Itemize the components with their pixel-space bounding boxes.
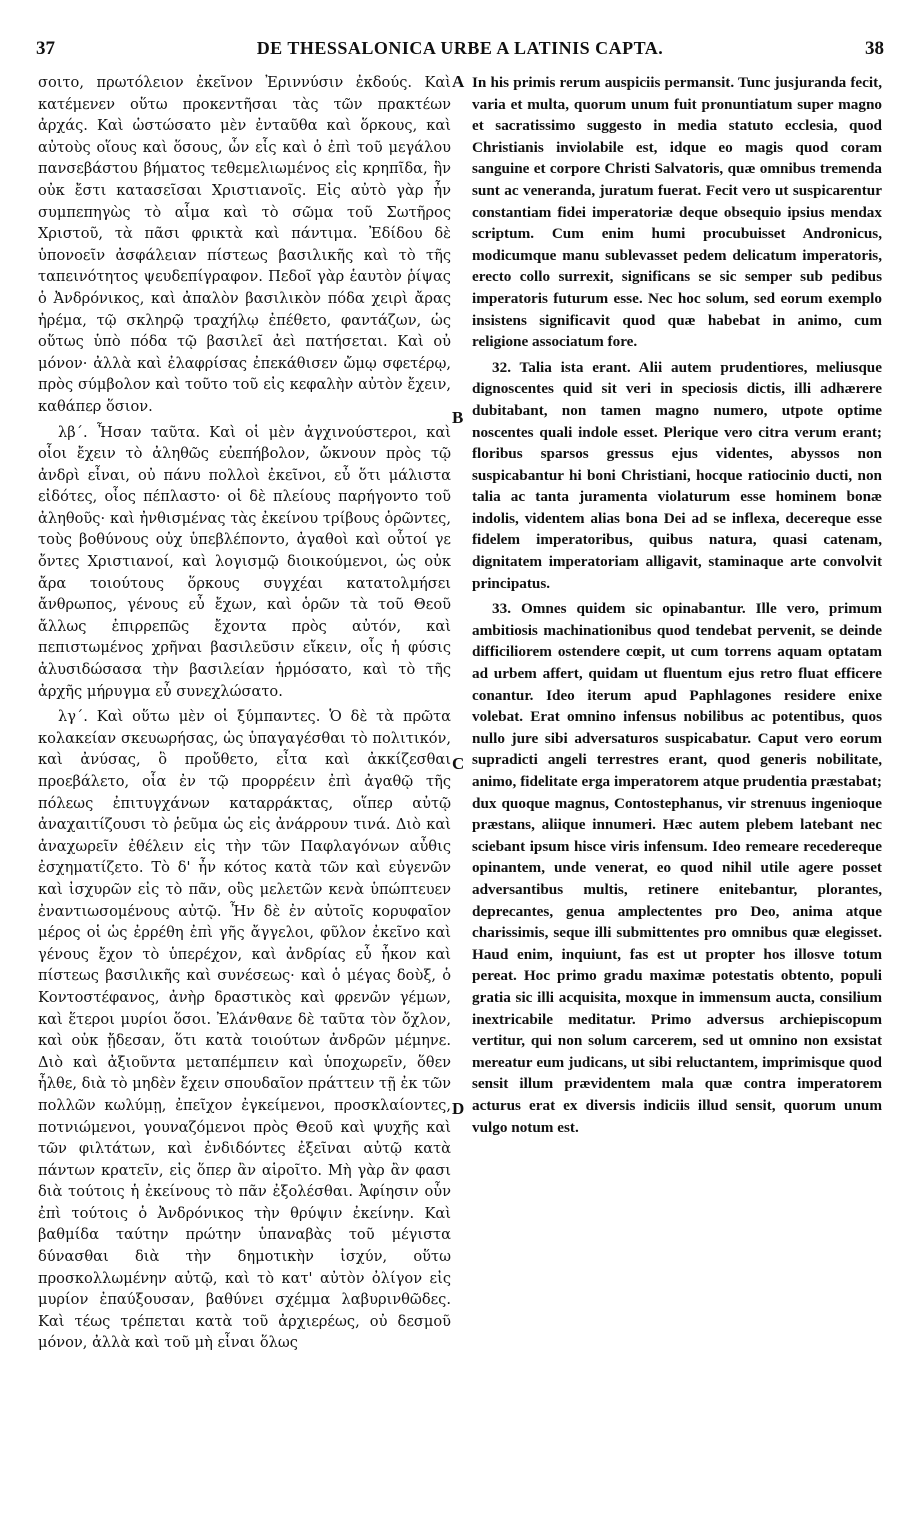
latin-paragraph-continued: In his primis rerum auspiciis permansit. Tunc jusjuranda fecit, varia et multa, quorum unum fuit pronuntiatum super magno et sacratissimo suggesto in media statuto ecclesia, quod Christianis inviolabile est, idque eo magis quod coram sanguine et corpore Christi Salvatoris, quæ omnibus tremenda sunt ac veneranda, juratum fuerat. Fecit vero ut suspicarentur constantiam fidei imperatoriæ deque obsequio ipsius mendax scriptum. Cum enim humi procubuisset Andronicus, modicumque manu sublevasset pedem delicatum imperatoris, erecto collo surrexit, significans se sic semper sub pedibus imperatoris futurum esse. Nec hoc solum, sed eorum exemplo insistens significavit quod quæ habebat in animo, cum religione associatum fore. [472, 74, 882, 351]
latin-section-33: 33. Omnes quidem sic opinabantur. Ille vero, primum ambitiosis machinationibus quod tendebat pervenit, se deinde difficiliorem ostendere cœpit, ut cum torrens aquam optatam ad urbem affert, quidam ut fluentum ejus retro fluat efficere conantur. Ideo iterum apud Paphlagones residere enixe volebat. Erat omnino infensus nobilibus ac potentibus, quos nullo jure sibi adversaturos suspicabatur. Caput vero eorum supradicti angeli terrestres erant, quod generis nobilitate, animo, fidelitate erga imperatorem atque prudentia præstabat; dux quoque magnus, Contostephanus, vir strenuus ingenioque præstans, aliique innumeri. Hæc autem plebem latebant nec sciebant ipsum hisce viris infensum. Ideo remeare recedereque opinantem, unde venerat, eo quod nihil utile agere posset adversantibus multis, retinere enitebantur, plorantes, deprecantes, genua amplectentes pro Deo, anima atque charissimis, seque illi submittentes pro omnibus quæ elegisset. Haud enim, inquiunt, fas est ut propter hos illosve totum pereat. Hoc primo gradu maximæ potestatis obtento, populi gratia sic illi acquisita, moxque in immensum aucta, consilium inextricabile meditatur. Primo adversus archiepiscopum vertitur, qui non solum carcerem, sed ut omnino non exsistat mereatur eum judicans, ut sibi reluctantem, imprimisque quod sensit illum prævidentem mala quæ contra imperatorem acturus erat ex diversis indiciis illud sensit, quorum unum vulgo notum est. [472, 600, 882, 1136]
greek-paragraph-continued: σοιτο, πρωτόλειον ἐκεῖνον Ἐριννύσιν ἐκδούς. Καὶ κατέμενεν οὕτω προκεντῆσαι τὰς τῶν πρακτέων ἀρχάς. Καὶ ὡστώσατο μὲν ἐνταῦθα καὶ ὅρκους, καὶ αὐτοὺς οἵους καὶ ὅσους, ὧν εἷς καὶ ὁ ἐπὶ τοῦ μεγάλου πανσεβάστου βήματος τεθεμελιωμένος εἰς κρηπῖδα, ἣν οὐκ ἔστι κατασεῖσαι Χριστιανοῖς. Εἰς αὐτὸ γὰρ ἦν συμπεπηγὼς τὸ αἷμα καὶ τὸ σῶμα τοῦ Σωτῆρος Χριστοῦ, τὰ πᾶσι φρικτὰ καὶ πάντιμα. Ἐδίδου δὲ ὑπονοεῖν ἀσφάλειαν πίστεως βασιλικῆς καὶ τὸ τῆς ταπεινότητος ψευδεπίγραφον. Πεδοῖ γὰρ ἑαυτὸν ῥίψας ὁ Ἀνδρόνικος, καὶ ἀπαλὸν βασιλικὸν πόδα χειρὶ ἄρας ἠρέμα, τῷ σκληρῷ τραχήλῳ ἐπέθετο, φαντάζων, ὡς οὕτως ὑπὸ πόδα τῷ βασιλεῖ ἀεὶ πατήσεται. Καὶ οὐ μόνον· ἀλλὰ καὶ ἐλαφρίσας ἐπεκάθισεν ὤμῳ σφετέρῳ, πρὸς σύμβολον καὶ τοῦτο τοῦ εἰς κεφαλὴν αὐτὸν ἔχειν, καθάπερ ὅσιον. [38, 74, 451, 415]
greek-section-32: λβ΄. Ἦσαν ταῦτα. Καὶ οἱ μὲν ἀγχινούστεροι, καὶ οἷοι ἔχειν τὸ ἀληθῶς εὐεπήβολον, ὤκνουν πρὸς τῷ ἀνδρὶ εἶναι, οὐ πάνυ πολλοὶ ἐκεῖνοι, εὖ ὅτι μάλιστα εἰδότες, οἷος πέπλαστο· οἱ δὲ πλείους παρήγοντο τοῦ ἀληθοῦς· καὶ ἠνθισμένας τὰς ἐκείνου τρίβους ὁρῶντες, τοὺς βοθύνους οὐχ ὑπεβλέποντο, ἀγαθοὶ καὶ οὗτοί γε ὄντες Χριστιανοί, καὶ λογισμῷ διοικούμενοι, ὡς οὐκ ἄρα τοιούτους ὅρκους συγχέαι κατατολμήσει ἄνθρωπος, γένους εὖ ἔχων, καὶ ὁρῶν τὰ τοῦ Θεοῦ ἄλλως ἐπιρρεπῶς ἔχοντα πρὸς αὐτόν, καὶ πεπιστωμένος χρῆναι βασιλεῦσιν εἴκειν, οἷς ἡ φύσις ἀλυσιδώσασα τὴν βασιλείαν ἡρμόσατο, καὶ τὸ τῆς ἀρχῆς μήρυγμα εὖ συνεχλώσατο. [38, 423, 451, 700]
margin-marker-d: D [452, 1099, 465, 1118]
running-title: DE THESSALONICA URBE A LATINIS CAPTA. [256, 38, 664, 58]
latin-section-32: 32. Talia ista erant. Alii autem prudentiores, meliusque dignoscentes quid sit veri in speciosis dictis, illi adhærere dubitabant, non tamen magno numero, utpote optime noscentes quali indole esset. Plerique vero citra verum erant; floribus sparsos gressus ejus videntes, abyssos non suspicabantur hi boni Christiani, hocque ratiocinio ducti, non talia ac tanta juramenta violaturum esse hominem bonæ indolis, videntem alias bona Dei ad se inflexa, decereque esse fidelem imperatoribus, quibus natura, quasi catenam, dignitatem imperatoriam alligavit, staminaque arte convolvit principatus. [472, 358, 882, 592]
left-page-number: 37 [36, 38, 55, 59]
margin-marker-a: A [452, 72, 465, 91]
margin-marker-b: B [452, 408, 464, 427]
margin-marker-c: C [452, 754, 465, 773]
greek-column [38, 72, 451, 1358]
greek-section-33: λγ΄. Καὶ οὕτω μὲν οἱ ξύμπαντες. Ὁ δὲ τὰ πρῶτα κολακείαν σκευωρήσας, ὡς ὑπαγαγέσθαι τὸ πολιτικόν, καὶ ἀνύσας, ὃ προὔθετο, εἶτα καὶ ἀκκίζεσθαι προεβάλετο, οἷα ἐν τῷ προρρέειν ἐπὶ ἀγαθῷ τῆς πόλεως ἐπιτυγχάνων καταρράκτας, οἵπερ αὐτῷ ἀναχαιτίζουσι τὸ ῥεῦμα ὡς εἰς ἀνάρρουν τινά. Διὸ καὶ ἀναχωρεῖν ἐθέλειν εἰς τὴν τῶν Παφλαγόνων αὖθις ἐσχηματίζετο. Τὸ δ' ἦν κότος κατὰ τῶν καὶ εὐγενῶν καὶ ἰσχυρῶν εἰς τὸ πᾶν, οὓς μελετῶν κενὰ ὑπώπτευεν ἐναντιωσομένους αὐτῷ. Ἦν δὲ ἐν αὐτοῖς κορυφαῖον μέρος οἱ ὡς ἐρρέθη ἐπὶ γῆς ἄγγελοι, φῦλον ἐκεῖνο καὶ γένους ἔχον τὸ ὑπερέχον, καὶ ἀνδρίας εὖ ἧκον καὶ πίστεως βασιλικῆς καὶ συνέσεως· καὶ ὁ μέγας δοὺξ, ὁ Κοντοστέφανος, ἀνὴρ δραστικὸς καὶ φρενῶν γέμων, καὶ ἕτεροι μυρίοι ὅσοι. Ἐλάνθανε δὲ ταῦτα τὸν ὄχλον, καὶ οὐκ ᾔδεσαν, ὅτι κατὰ τοιούτων ἀνδρῶν μέμηνε. Διὸ καὶ ἀξιοῦντα μεταπέμπειν καὶ ὑποχωρεῖν, ὅθεν ἦλθε, διὰ τὸ μηδὲν ἔχειν σπουδαῖον πράττειν τῇ ἐκ τῶν πολλῶν κωλύμῃ, ἐπεῖχον ἐγκείμενοι, προσκλαίοντες, ποτνιώμενοι, γουναζόμενοι πρὸς Θεοῦ καὶ ψυχῆς καὶ τῶν φιλτάτων, καὶ ἐνδιδόντες ἐξεῖναι αὐτῷ κατὰ πάντων κρατεῖν, εἰς ὅπερ ἂν αἱροῖτο. Μὴ γὰρ ἂν φασι διὰ τούτοις ἡ ἐκείνους τὸ πᾶν ἐξολέσθαι. Ἀφίησιν οὖν ἐπὶ τούτοις ὁ Ἀνδρόνικος τὴν θρύψιν ἐκείνην. Καὶ βαθμίδα ταύτην πρώτην ὑπαναβὰς τοῦ μέγιστα δύνασθαι διὰ τὴν δημοτικὴν ἰσχύν, οὕτω προσκολλωμένην αὐτῷ, καὶ τὸ κατ' αὐτὸν ὀλίγον εἰς μυρίον ἐπαύξουσαν, βαθύνει σχέμμα λαβυρινθῶδες. Καὶ τέως τρέπεται κατὰ τοῦ ἀρχιερέως, οὐ δεσμοῦ μόνον, ἀλλὰ καὶ τοῦ μὴ εἶναι ὅλως [38, 708, 451, 1352]
latin-column [472, 72, 882, 1142]
right-page-number: 38 [865, 38, 884, 59]
page-header [36, 38, 884, 68]
